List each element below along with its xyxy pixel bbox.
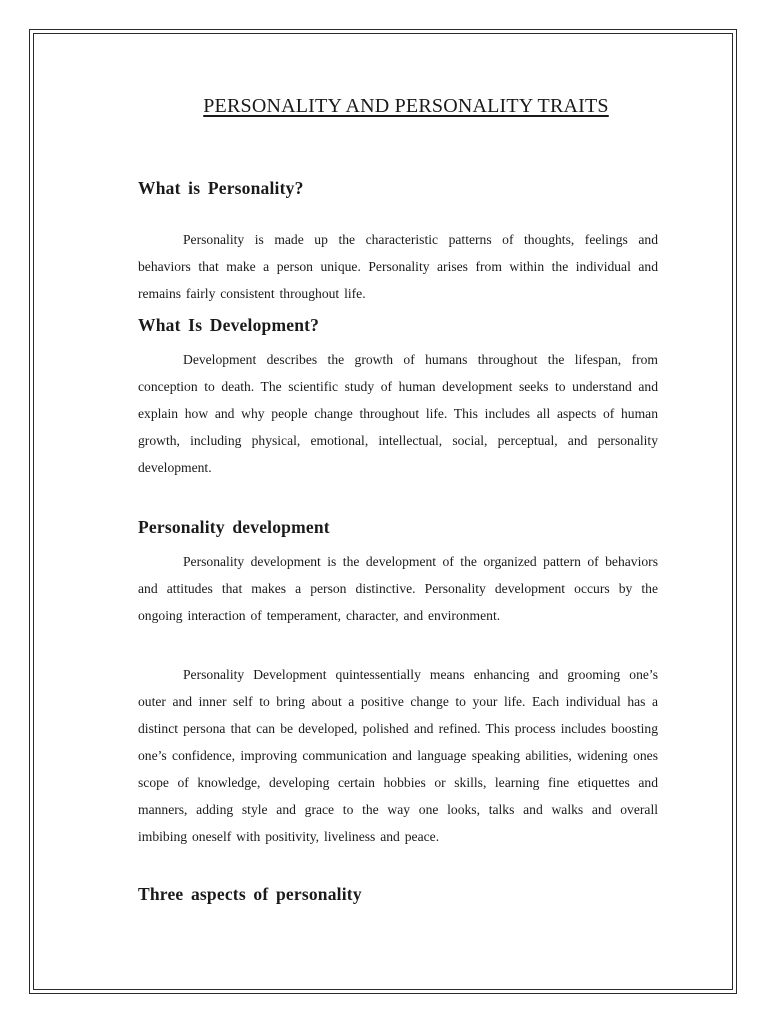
section-heading-three-aspects-of-personality: Three aspects of personality (138, 884, 362, 904)
section-heading-personality-development: Personality development (138, 517, 330, 537)
section-heading-what-is-personality: What is Personality? (138, 178, 304, 198)
section-paragraph: Personality is made up the characteristic patterns of thoughts, feelings and behaviors that make a person unique. Personality arises from within the individual and remains fairly consistent throughout life. (138, 232, 658, 301)
section-paragraph: Personality development is the development of the organized pattern of behaviors and attitudes that makes a person distinctive. Personality development occurs by the ongoing interaction of temperament, character, and environment. (138, 554, 658, 623)
document-title: PERSONALITY AND PERSONALITY TRAITS (203, 95, 609, 117)
section-heading-what-is-development: What Is Development? (138, 315, 320, 335)
section-paragraph: Development describes the growth of humans throughout the lifespan, from conception to death. The scientific study of human development seeks to understand and explain how and why people change throughout life. This includes all aspects of human growth, including physical, emotional, intellectual, social, perceptual, and personality development. (138, 352, 658, 475)
section-paragraph: Personality Development quintessentially means enhancing and grooming one’s outer and inner self to bring about a positive change to your life. Each individual has a distinct persona that can be developed, polished and refined. This process includes boosting one’s confidence, improving communication and language speaking abilities, widening ones scope of knowledge, developing certain hobbies or skills, learning fine etiquettes and manners, adding style and grace to the way one looks, talks and walks and overall imbibing oneself with positivity, liveliness and peace. (138, 667, 658, 844)
